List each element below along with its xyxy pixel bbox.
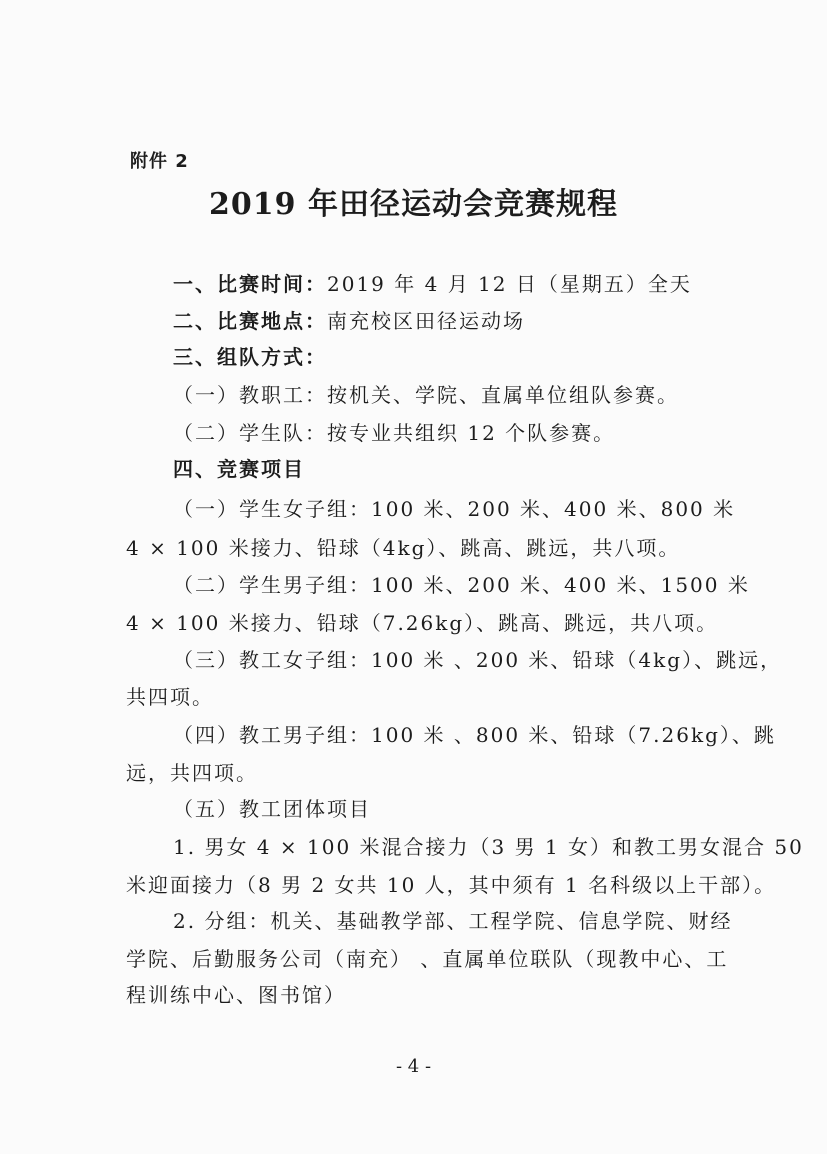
document-title: 2019 年田径运动会竞赛规程 — [209, 187, 618, 222]
events-staff-men-line2: 远，共四项。 — [126, 761, 258, 785]
events-student-men-line2: 4 × 100 米接力、铅球（7.26kg）、跳高、跳远，共八项。 — [126, 611, 719, 635]
events-staff-women-line1: 100 米 、200 米、铅球（4kg）、跳远， — [371, 648, 783, 672]
events-student-men — [173, 573, 750, 597]
section-team-formation-lead: 三、组队方式： — [173, 345, 327, 369]
section-events-lead: 四、竞赛项目 — [173, 457, 305, 481]
events-student-women-line1: 100 米、200 米、400 米、800 米 — [371, 497, 736, 521]
events-student-men-line1: 100 米、200 米、400 米、1500 米 — [371, 573, 750, 597]
staff-team-item2-line2: 学院、后勤服务公司（南充） 、直属单位联队（现教中心、工 — [126, 947, 729, 971]
events-student-women — [173, 497, 735, 521]
team-formation-staff-text: 按机关、学院、直属单位组队参赛。 — [327, 383, 679, 407]
events-staff-team-lead: （五）教工团体项目 — [173, 797, 371, 821]
events-staff-women — [173, 648, 782, 672]
staff-team-item2-line1: 2. 分组：机关、基础教学部、工程学院、信息学院、财经 — [173, 909, 733, 933]
events-staff-women-line2: 共四项。 — [126, 685, 214, 709]
staff-team-item1-line2: 米迎面接力（8 男 2 女共 10 人，其中须有 1 名科级以上干部）。 — [126, 873, 777, 897]
section-venue — [173, 309, 525, 333]
section-venue-text: 南充校区田径运动场 — [327, 309, 525, 333]
team-formation-staff-lead: （一）教职工： — [173, 383, 327, 407]
team-formation-students — [173, 421, 615, 445]
section-events — [173, 457, 305, 481]
events-staff-men-lead: （四）教工男子组： — [173, 723, 371, 747]
section-time-text: 2019 年 4 月 12 日（星期五）全天 — [327, 272, 692, 296]
team-formation-students-lead: （二）学生队： — [173, 421, 327, 445]
team-formation-staff — [173, 383, 679, 407]
events-staff-men — [173, 723, 776, 747]
page-number: - 4 - — [395, 1056, 432, 1077]
staff-team-item2-line3: 程训练中心、图书馆） — [126, 983, 346, 1007]
events-student-men-lead: （二）学生男子组： — [173, 573, 371, 597]
section-team-formation — [173, 345, 327, 369]
team-formation-students-text: 按专业共组织 12 个队参赛。 — [327, 421, 616, 445]
events-student-women-line2: 4 × 100 米接力、铅球（4kg）、跳高、跳远，共八项。 — [126, 536, 681, 560]
events-staff-women-lead: （三）教工女子组： — [173, 648, 371, 672]
events-student-women-lead: （一）学生女子组： — [173, 497, 371, 521]
staff-team-item1-line1: 1. 男女 4 × 100 米混合接力（3 男 1 女）和教工男女混合 50 — [173, 835, 804, 859]
section-venue-lead: 二、比赛地点： — [173, 309, 327, 333]
section-time-lead: 一、比赛时间： — [173, 272, 327, 296]
section-time — [173, 272, 692, 296]
events-staff-men-line1: 100 米 、800 米、铅球（7.26kg）、跳 — [371, 723, 776, 747]
attachment-label: 附件 2 — [130, 151, 189, 172]
